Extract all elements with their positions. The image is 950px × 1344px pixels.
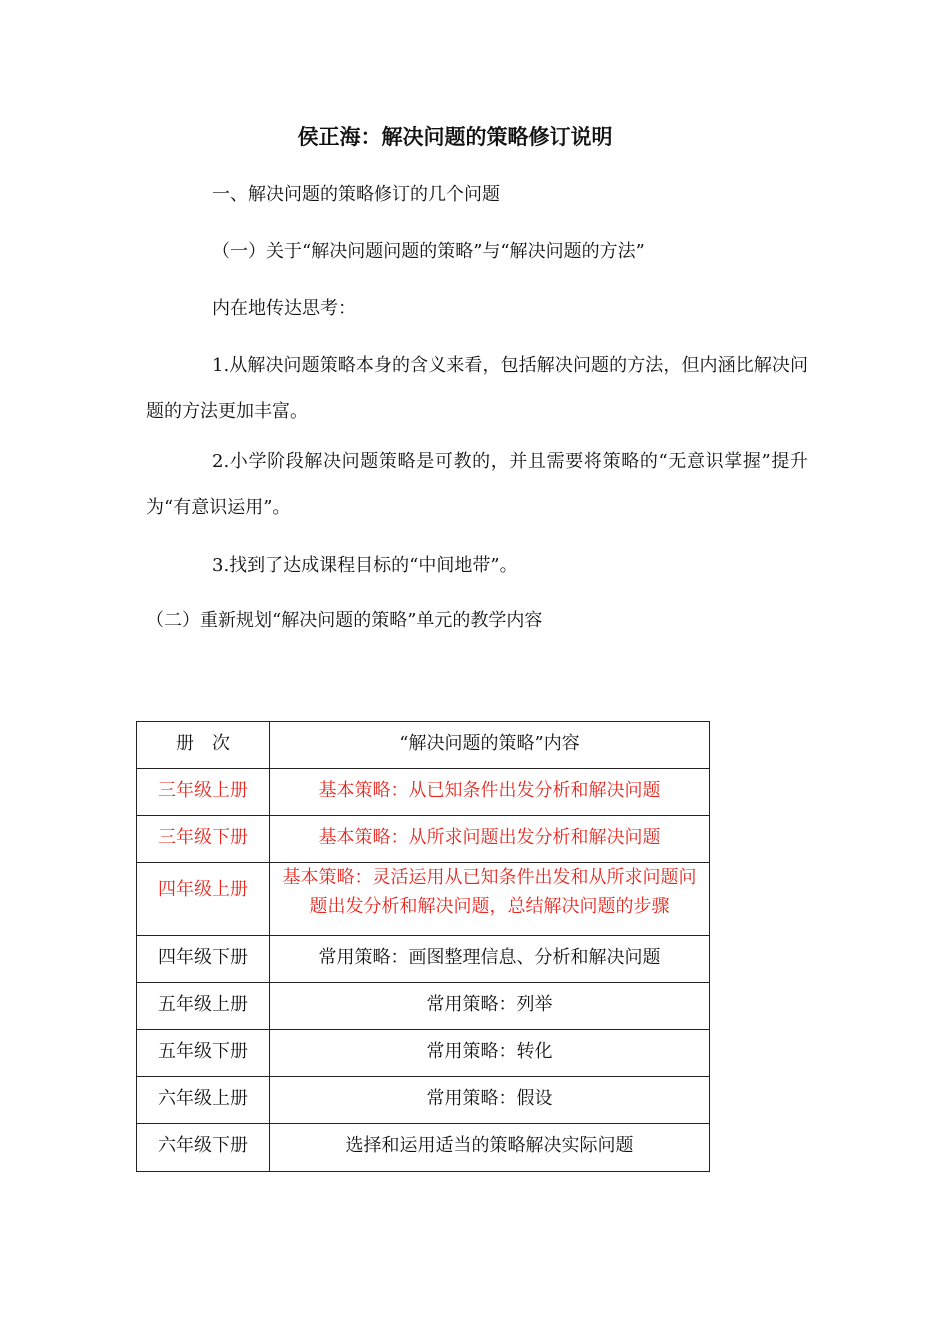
point-paragraph-1: 1.从解决问题策略本身的含义来看，包括解决问题的方法，但内涵比解决问题的方法更加丰富。	[146, 355, 808, 422]
subsection-heading-1: （一）关于“解决问题问题的策略”与“解决问题的方法”	[212, 241, 645, 262]
row-content: 基本策略：灵活运用从已知条件出发和从所求问题问题出发分析和解决问题，总结解决问题的步骤	[270, 863, 710, 936]
table-row	[137, 983, 710, 1030]
table-row	[137, 1124, 710, 1172]
row-volume: 四年级上册	[137, 863, 270, 936]
row-volume: 五年级上册	[137, 983, 270, 1030]
row-volume: 五年级下册	[137, 1030, 270, 1077]
document-title: 侯正海：解决问题的策略修订说明	[297, 125, 613, 149]
row-volume: 六年级上册	[137, 1077, 270, 1124]
row-volume: 六年级下册	[137, 1124, 270, 1172]
table-row	[137, 816, 710, 863]
table-row	[137, 769, 710, 816]
row-volume: 三年级上册	[137, 769, 270, 816]
row-content: 常用策略：画图整理信息、分析和解决问题	[270, 936, 710, 983]
table-row	[137, 936, 710, 983]
table-row	[137, 863, 710, 936]
section-heading-1: 一、解决问题的策略修订的几个问题	[212, 184, 500, 205]
point-paragraph-3: 3.找到了达成课程目标的“中间地带”。	[212, 555, 518, 576]
row-content: 常用策略：假设	[270, 1077, 710, 1124]
header-volume: 册 次	[137, 722, 270, 769]
table-row	[137, 1030, 710, 1077]
row-content: 基本策略：从所求问题出发分析和解决问题	[270, 816, 710, 863]
subsection-heading-2: （二）重新规划“解决问题的策略”单元的教学内容	[146, 610, 543, 631]
table-row	[137, 1077, 710, 1124]
row-content: 常用策略：列举	[270, 983, 710, 1030]
row-content: 选择和运用适当的策略解决实际问题	[270, 1124, 710, 1172]
row-volume: 三年级下册	[137, 816, 270, 863]
row-content: 基本策略：从已知条件出发分析和解决问题	[270, 769, 710, 816]
strategy-table	[136, 721, 710, 1172]
row-content: 常用策略：转化	[270, 1030, 710, 1077]
row-volume: 四年级下册	[137, 936, 270, 983]
lead-paragraph: 内在地传达思考：	[212, 298, 356, 319]
header-content: “解决问题的策略”内容	[270, 722, 710, 769]
table-header-row	[137, 722, 710, 769]
point-paragraph-2: 2.小学阶段解决问题策略是可教的，并且需要将策略的“无意识掌握”提升为“有意识运用”。	[146, 451, 808, 518]
